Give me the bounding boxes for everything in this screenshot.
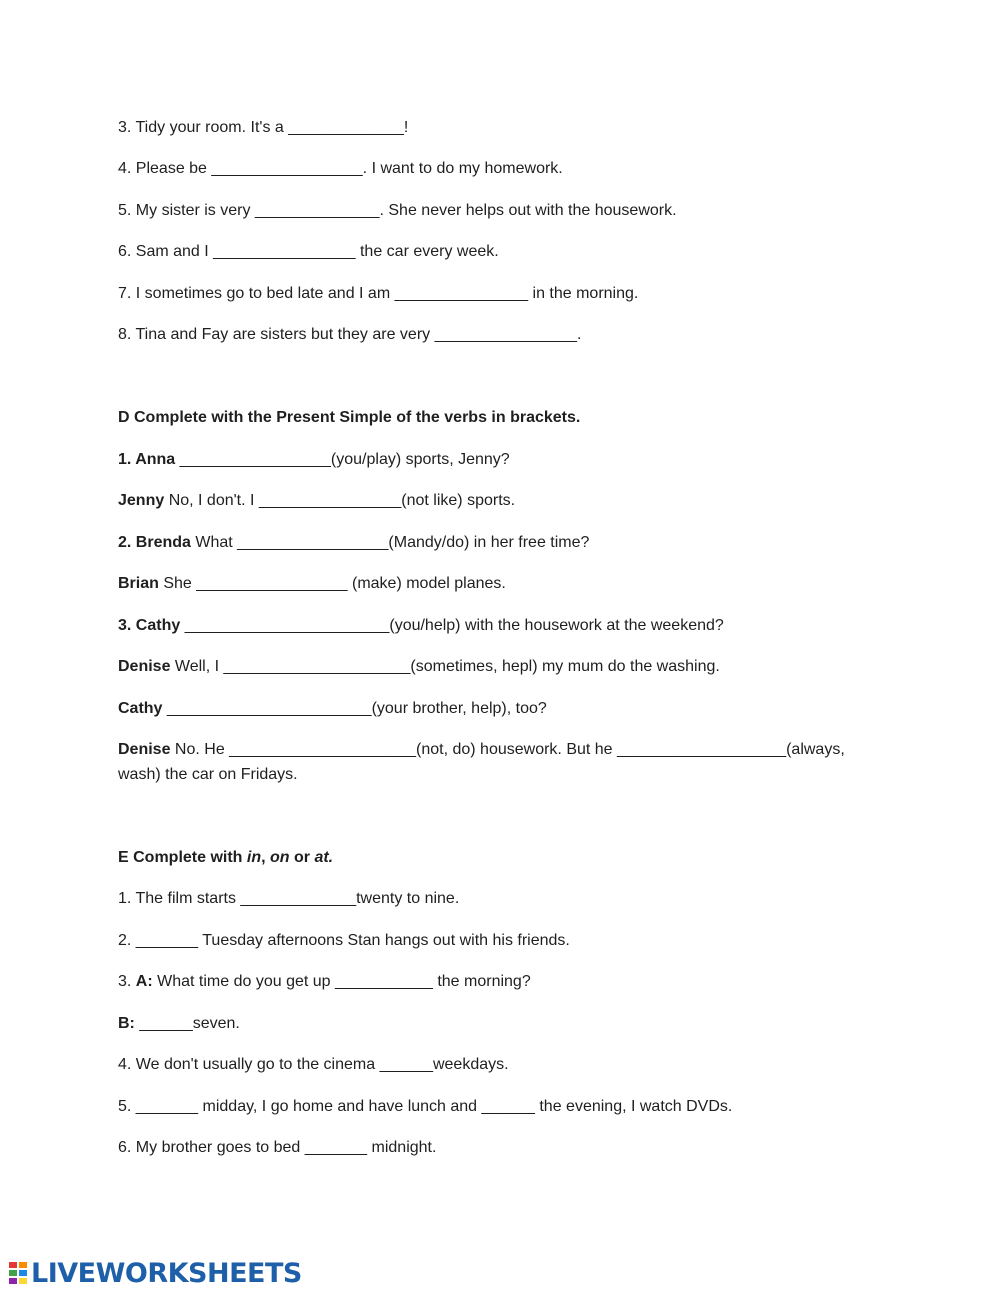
section-d-line [118, 450, 510, 470]
dialogue-text: _________________(you/play) sports, Jenny? [175, 451, 510, 468]
section-d-line [118, 657, 720, 677]
word-in: in [246, 849, 262, 866]
section-c-item-8: 8. Tina and Fay are sisters but they are very ________________. [118, 326, 582, 343]
speaker-label: Cathy [118, 700, 163, 717]
speaker-label: 1. Anna [118, 451, 176, 468]
speaker-label: 2. Brenda [118, 534, 191, 551]
word-on: on [270, 849, 290, 866]
dialogue-text: No, I don't. I ________________(not like) sports. [164, 492, 516, 509]
section-e-item-2: 2. _______ Tuesday afternoons Stan hangs out with his friends. [118, 932, 570, 949]
section-d-line [118, 737, 863, 787]
section-e-item-1: 1. The film starts _____________twenty to nine. [118, 890, 460, 907]
logo-blocks-icon [8, 1261, 28, 1285]
dialogue-text: ______seven. [134, 1015, 240, 1032]
section-c-item-4: 4. Please be _________________. I want to do my homework. [118, 160, 563, 177]
speaker-label: B: [118, 1015, 135, 1032]
dialogue-text: What time do you get up ___________ the morning? [152, 973, 531, 990]
section-d-line [118, 491, 515, 511]
dialogue-text: No. He _____________________(not, do) housework. But he ___________________(always, wash) the car on Fridays. [118, 741, 845, 783]
speaker-label: Denise [118, 658, 171, 675]
section-e-item-5: 5. _______ midday, I go home and have lunch and ______ the evening, I watch DVDs. [118, 1098, 733, 1115]
dialogue-text: _______________________(you/help) with the housework at the weekend? [180, 617, 724, 634]
section-d-line [118, 699, 547, 719]
heading-comma: , [261, 849, 271, 866]
section-e-item-3 [118, 972, 531, 992]
speaker-label: Jenny [118, 492, 165, 509]
heading-or: or [289, 849, 315, 866]
speaker-label: Brian [118, 575, 159, 592]
speaker-label: A: [135, 973, 153, 990]
section-d-line [118, 533, 589, 553]
section-e-heading [118, 848, 333, 868]
section-e-item-4: 4. We don't usually go to the cinema ______weekdays. [118, 1056, 509, 1073]
liveworksheets-logo [8, 1258, 302, 1288]
item-number: 3. [118, 973, 136, 990]
dialogue-text: She _________________ (make) model planes. [158, 575, 506, 592]
section-d-line [118, 616, 724, 636]
speaker-label: 3. Cathy [118, 617, 181, 634]
logo-text: LIVEWORKSHEETS [31, 1257, 302, 1289]
dialogue-text: _______________________(your brother, help), too? [162, 700, 547, 717]
section-c-item-6: 6. Sam and I ________________ the car every week. [118, 243, 499, 260]
section-e-item-3b [118, 1014, 240, 1034]
section-c-item-7: 7. I sometimes go to bed late and I am _______________ in the morning. [118, 285, 639, 302]
section-d-heading: D Complete with the Present Simple of the verbs in brackets. [118, 409, 581, 426]
word-at: at. [314, 849, 334, 866]
speaker-label: Denise [118, 741, 171, 758]
heading-text: E Complete with [118, 849, 247, 866]
dialogue-text: What _________________(Mandy/do) in her free time? [190, 534, 590, 551]
section-c-item-3: 3. Tidy your room. It's a _____________! [118, 119, 409, 136]
section-d-line [118, 574, 506, 594]
section-e-item-6: 6. My brother goes to bed _______ midnight. [118, 1139, 437, 1156]
section-c-item-5: 5. My sister is very ______________. She never helps out with the housework. [118, 202, 677, 219]
dialogue-text: Well, I _____________________(sometimes, hepl) my mum do the washing. [170, 658, 720, 675]
